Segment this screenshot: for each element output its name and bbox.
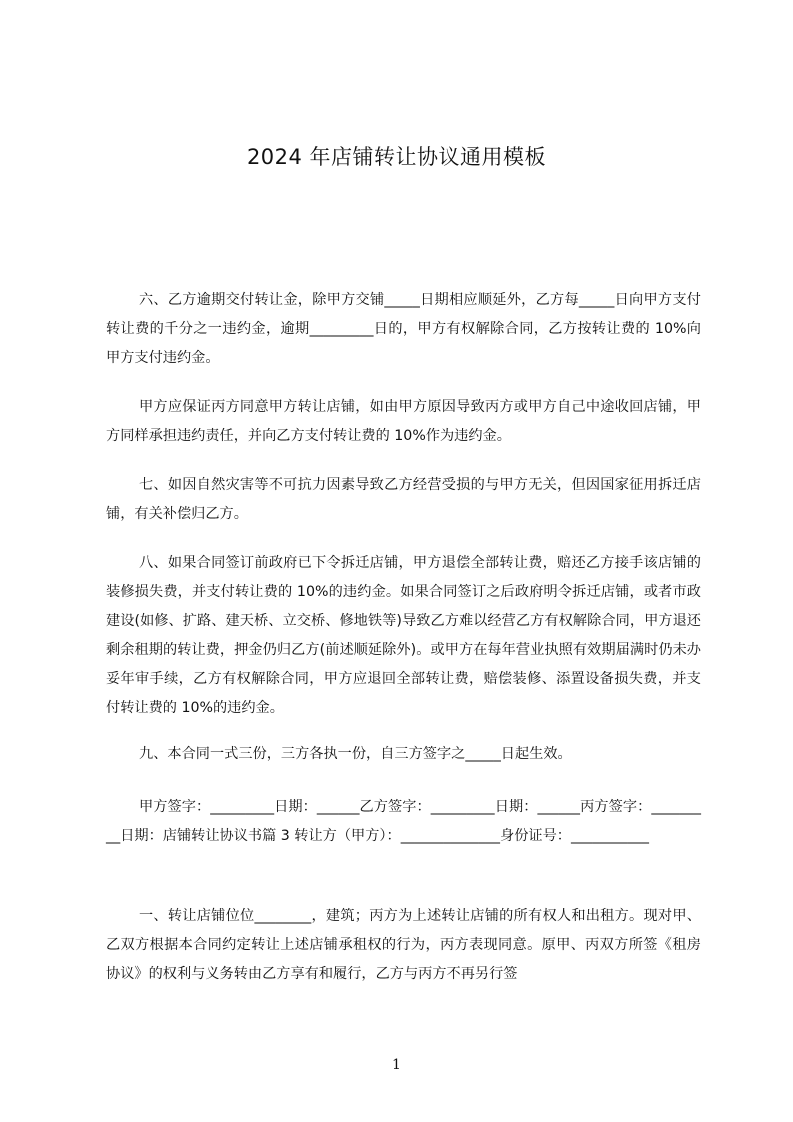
clause-seven-paragraph: 七、如因自然灾害等不可抗力因素导致乙方经营受损的与甲方无关，但因国家征用拆迁店铺，有关补偿归乙方。 (106, 477, 701, 522)
party-a-guarantee-paragraph: 甲方应保证丙方同意甲方转让店铺，如由甲方原因导致丙方或甲方自己中途收回店铺，甲方同样承担违约责任，并向乙方支付转让费的 10%作为违约金。 (106, 399, 701, 444)
clause-nine-paragraph: 九、本合同一式三份，三方各执一份，自三方签字之_____日起生效。 (139, 746, 572, 762)
document-title: 2024 年店铺转让协议通用模板 (246, 145, 547, 169)
clause-six-paragraph: 六、乙方逾期交付转让金，除甲方交铺_____日期相应顺延外，乙方每_____日向甲方支付转让费的千分之一违约金，逾期_________日的，甲方有权解除合同，乙方按转让费的 10%向甲方支付违约金。 (106, 292, 701, 366)
clause-eight-paragraph: 八、如果合同签订前政府已下令拆迁店铺，甲方退偿全部转让费，赔还乙方接手该店铺的装修损失费，并支付转让费的 10%的违约金。如果合同签订之后政府明令拆迁店铺，或者市政建设(如修、扩路、建天桥、立交桥、修地铁等)导致乙方难以经营乙方有权解除合同，甲方退还剩余租期的转让费，押金仍归乙方(前述顺延除外)。或甲方在每年营业执照有效期届满时仍未办妥年审手续，乙方有权解除合同，甲方应退回全部转让费，赔偿装修、添置设备损失费，并支付转让费的 10%的违约金。 (106, 555, 701, 716)
page-number: 1 (392, 1057, 401, 1073)
clause-one-paragraph: 一、转让店铺位位________，建筑；丙方为上述转让店铺的所有权人和出租方。现对甲、乙双方根据本合同约定转让上述店铺承租权的行为，丙方表现同意。原甲、丙双方所签《租房协议》的权利与义务转由乙方享有和履行，乙方与丙方不再另行签 (106, 908, 701, 982)
signature-block-paragraph: 甲方签字：_________日期：______乙方签字：_________日期：______丙方签字：_________日期：店铺转让协议书篇 3 转让方（甲方）：______________身份证号：___________ (106, 799, 701, 844)
